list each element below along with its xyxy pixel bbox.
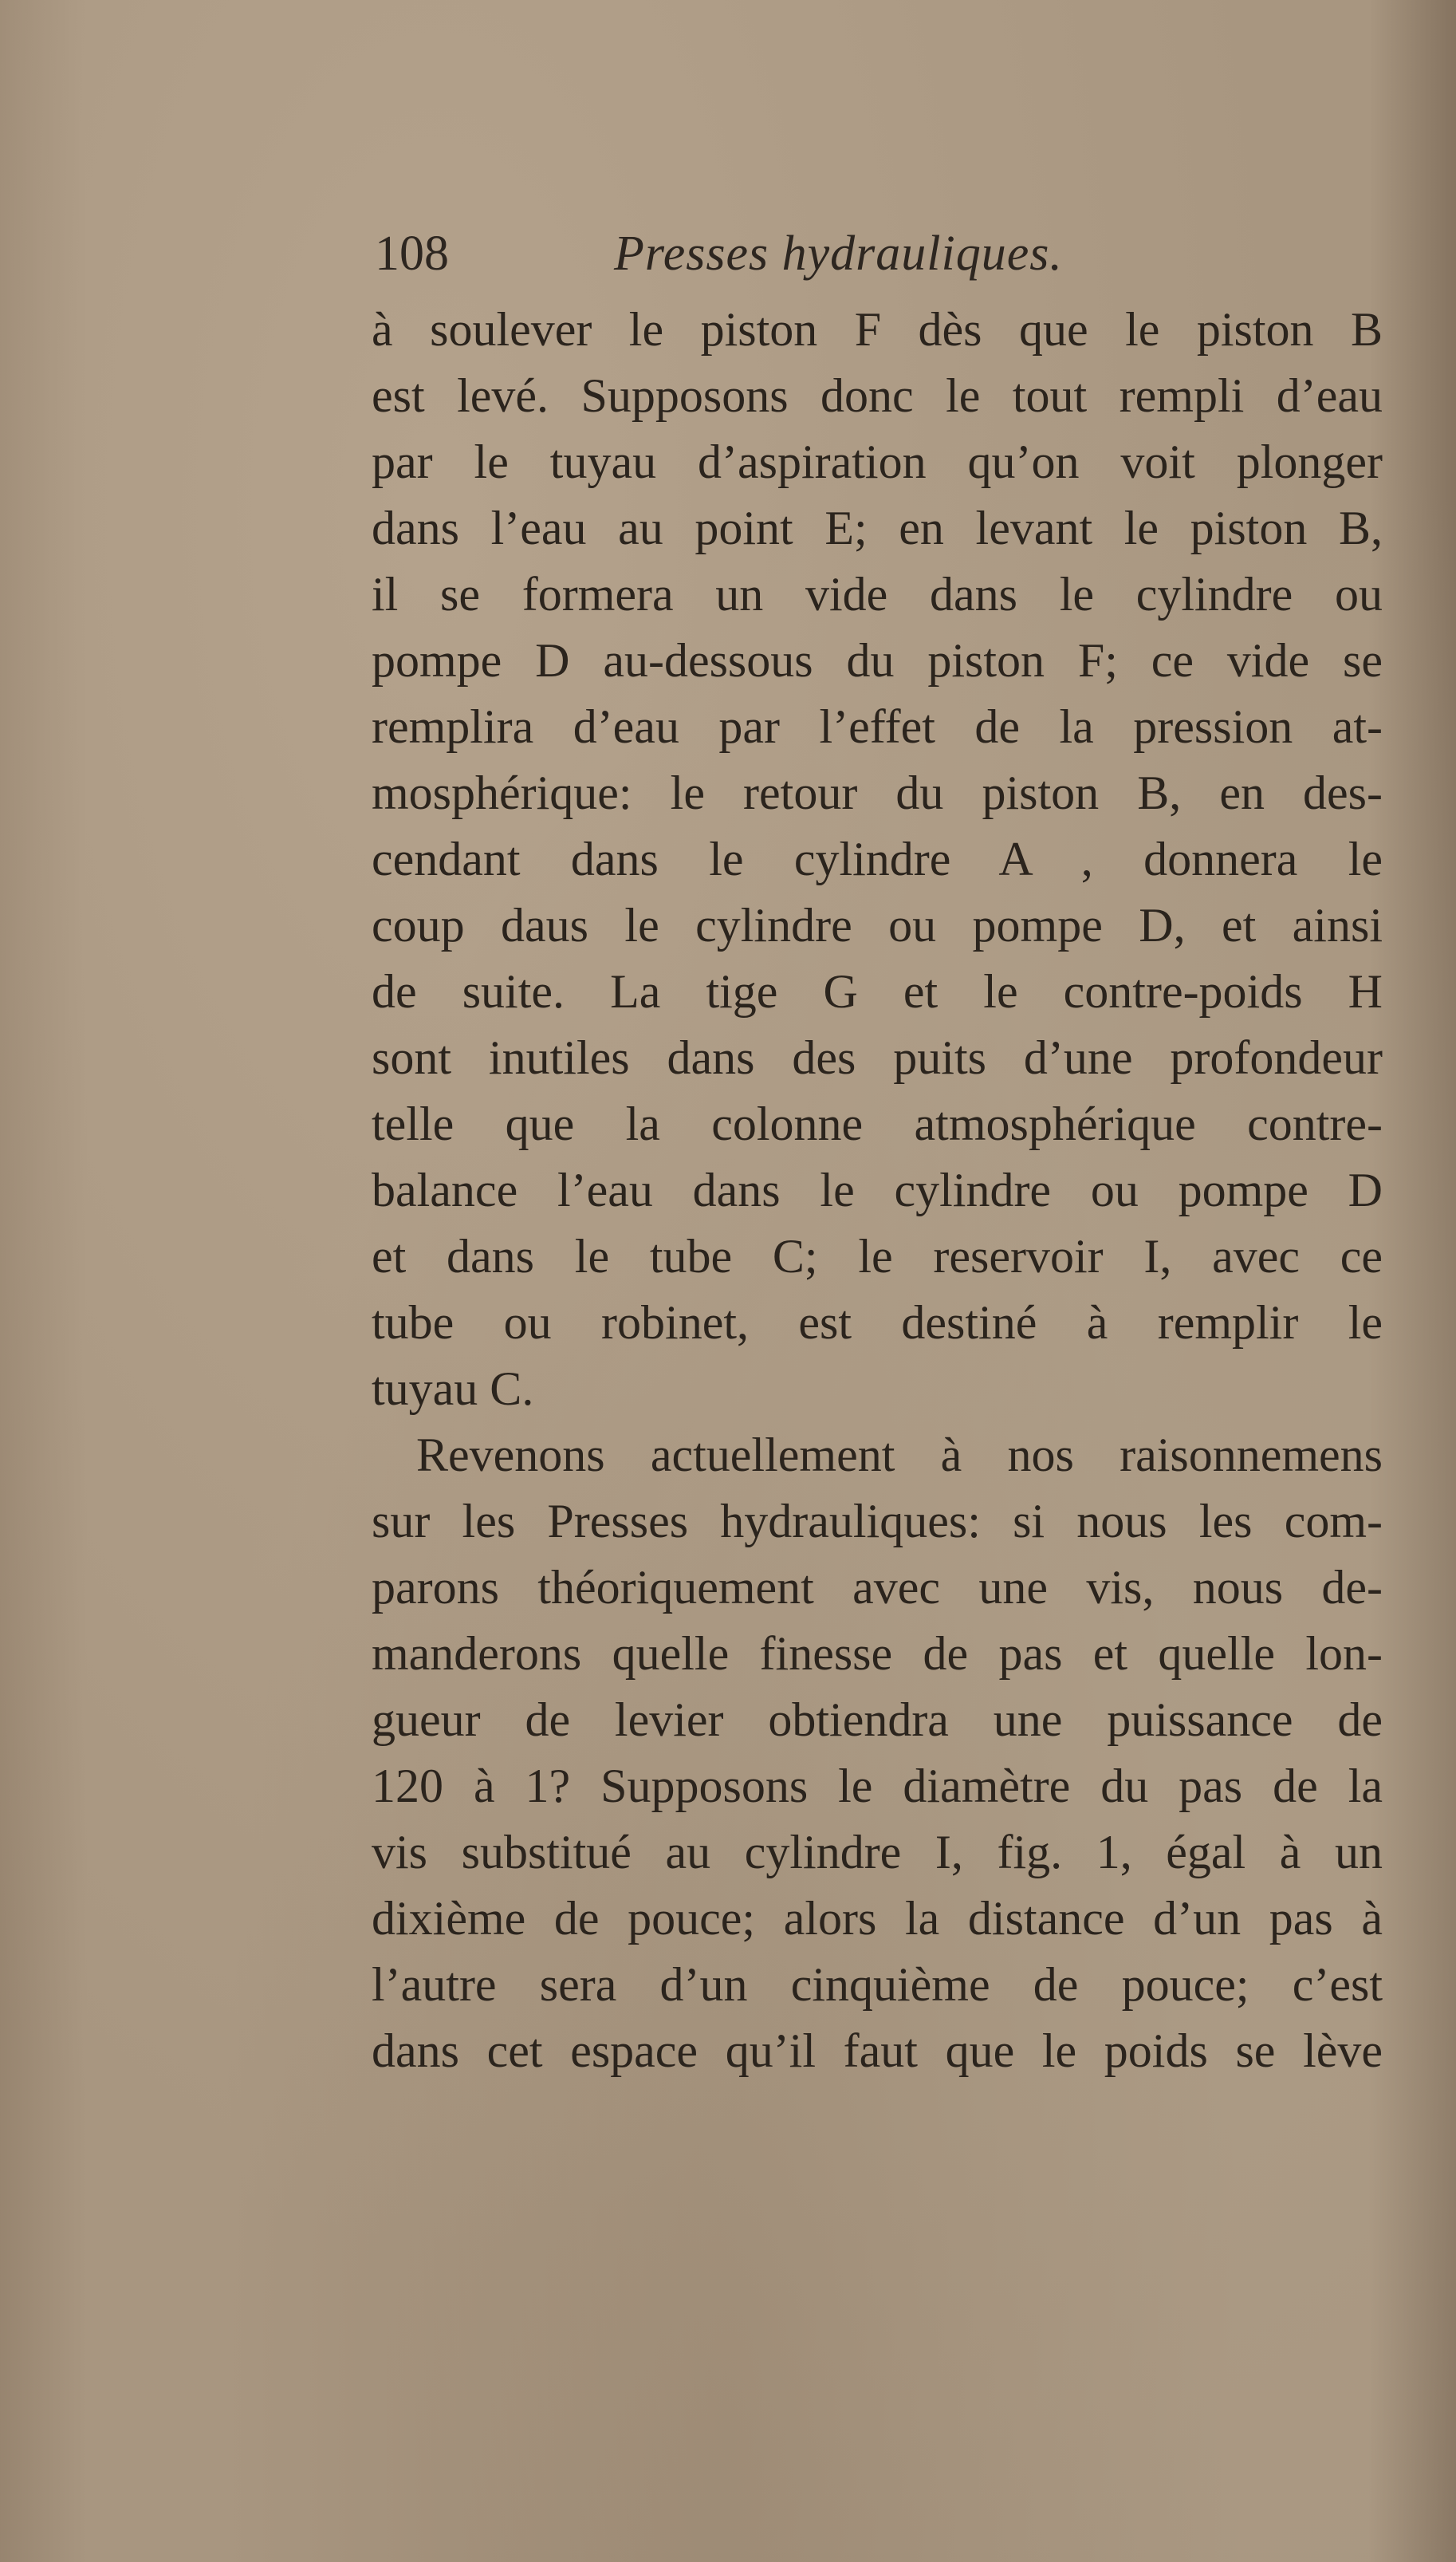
page-header [375, 222, 1411, 286]
text-line: tuyau C. [372, 1362, 534, 1415]
running-title: Presses hydrauliques. [614, 227, 1063, 281]
text-line: remplira d’eau par l’effet de la pression at- [372, 700, 1383, 753]
text-line: est levé. Supposons donc le tout rempli d’eau [372, 369, 1383, 422]
body-text [372, 297, 1383, 2084]
text-line: gueur de levier obtiendra une puissance de [372, 1693, 1383, 1746]
text-line: manderons quelle finesse de pas et quelle lon- [372, 1627, 1383, 1680]
text-line: pompe D au-dessous du piston F; ce vide se [372, 634, 1383, 687]
text-line: cendant dans le cylindre A , donnera le [372, 833, 1383, 885]
text-line: telle que la colonne atmosphérique contre- [372, 1098, 1383, 1150]
page-number: 108 [375, 227, 449, 281]
text-line: et dans le tube C; le reservoir I, avec ce [372, 1230, 1383, 1283]
text-line: dans cet espace qu’il faut que le poids se lève [372, 2024, 1383, 2077]
paragraph-2 [372, 1422, 1383, 2084]
text-line: dans l’eau au point E; en levant le piston B, [372, 502, 1383, 554]
text-line: 120 à 1? Supposons le diamètre du pas de la [372, 1760, 1383, 1812]
text-line: à soulever le piston F dès que le piston B [372, 303, 1383, 356]
text-line: il se formera un vide dans le cylindre ou [372, 568, 1383, 621]
text-line: de suite. La tige G et le contre-poids H [372, 965, 1383, 1018]
text-line: balance l’eau dans le cylindre ou pompe D [372, 1164, 1383, 1216]
text-line: parons théoriquement avec une vis, nous de- [372, 1561, 1383, 1614]
text-line: vis substitué au cylindre I, fig. 1, égal à un [372, 1826, 1383, 1878]
text-line: l’autre sera d’un cinquième de pouce; c’est [372, 1958, 1383, 2011]
paragraph-1 [372, 297, 1383, 1422]
text-line: sur les Presses hydrauliques: si nous les com- [372, 1495, 1383, 1547]
text-line: dixième de pouce; alors la distance d’un pas à [372, 1892, 1383, 1945]
text-line: coup daus le cylindre ou pompe D, et ainsi [372, 899, 1383, 952]
text-line: sont inutiles dans des puits d’une profondeur [372, 1031, 1383, 1084]
text-line: par le tuyau d’aspiration qu’on voit plonger [372, 436, 1383, 488]
text-line: Revenons actuellement à nos raisonnemens [416, 1429, 1383, 1481]
text-line: mosphérique: le retour du piston B, en des- [372, 767, 1383, 819]
text-line: tube ou robinet, est destiné à remplir le [372, 1296, 1383, 1349]
